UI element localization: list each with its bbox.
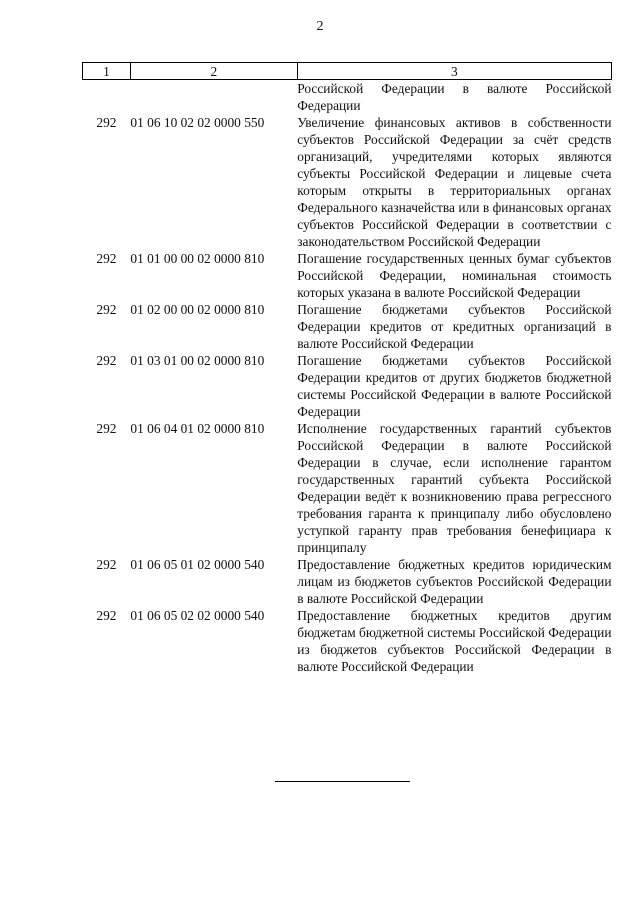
source-code: 01 03 01 00 02 0000 810 bbox=[130, 353, 265, 368]
source-description: Погашение бюджетами субъектов Российской Федерации кредитов от других бюджетов бюджетной системы Российской Федерации в валюте Российской Федерации bbox=[297, 353, 612, 419]
source-code: 01 06 10 02 02 0000 550 bbox=[130, 115, 265, 130]
source-code: 01 06 05 02 02 0000 540 bbox=[130, 608, 265, 623]
source-code: 01 06 05 01 02 0000 540 bbox=[130, 557, 265, 572]
table-row bbox=[83, 607, 612, 675]
table-row bbox=[83, 114, 612, 250]
source-description: Увеличение финансовых активов в собственности субъектов Российской Федерации за счёт средств организаций, учредителями которых являются субъекты Российской Федерации и лицевые счета которым открыты в территориальных органах Федерального казначейства или в финансовых органах субъектов Российской Федерации в соответствии с законодательством Российской Федерации bbox=[297, 115, 612, 249]
source-code: 01 01 00 00 02 0000 810 bbox=[130, 251, 265, 266]
source-description: Предоставление бюджетных кредитов другим бюджетам бюджетной системы Российской Федерации из бюджетов субъектов Российской Федерации в валюте Российской Федерации bbox=[297, 608, 612, 674]
table-row bbox=[83, 250, 612, 301]
table-row bbox=[83, 556, 612, 607]
admin-code: 292 bbox=[96, 302, 117, 317]
admin-code: 292 bbox=[96, 421, 117, 436]
table-row bbox=[83, 301, 612, 352]
source-description: Предоставление бюджетных кредитов юридическим лицам из бюджетов субъектов Российской Федерации в валюте Российской Федерации bbox=[297, 557, 612, 606]
column-header-1: 1 bbox=[83, 63, 131, 80]
table-row bbox=[83, 352, 612, 420]
end-divider bbox=[275, 781, 410, 782]
admin-code: 292 bbox=[96, 115, 117, 130]
source-code: 01 02 00 00 02 0000 810 bbox=[130, 302, 265, 317]
continuation-text: Российской Федерации в валюте Российской Федерации bbox=[297, 81, 612, 113]
admin-code: 292 bbox=[96, 608, 117, 623]
table-header bbox=[83, 63, 612, 80]
source-description: Погашение государственных ценных бумаг субъектов Российской Федерации, номинальная стоимость которых указана в валюте Российской Федерации bbox=[297, 251, 612, 300]
column-header-2: 2 bbox=[130, 63, 297, 80]
page-number: 2 bbox=[316, 19, 324, 34]
column-header-3: 3 bbox=[297, 63, 611, 80]
source-description: Погашение бюджетами субъектов Российской Федерации кредитов от кредитных организаций в валюте Российской Федерации bbox=[297, 302, 612, 351]
table-row bbox=[83, 420, 612, 556]
source-code: 01 06 04 01 02 0000 810 bbox=[130, 421, 265, 436]
admin-code: 292 bbox=[96, 353, 117, 368]
admin-code: 292 bbox=[96, 557, 117, 572]
admin-code: 292 bbox=[96, 251, 117, 266]
continuation-row bbox=[83, 80, 612, 115]
source-description: Исполнение государственных гарантий субъектов Российской Федерации в валюте Российской Федерации в случае, если исполнение гарантом государственных гарантий субъекта Российской Федерации ведёт к возникновению права регрессного требования гаранта к принципалу либо обусловлено уступкой гаранту прав требования бенефициара к принципалу bbox=[297, 421, 612, 555]
budget-codes-table bbox=[82, 62, 612, 675]
